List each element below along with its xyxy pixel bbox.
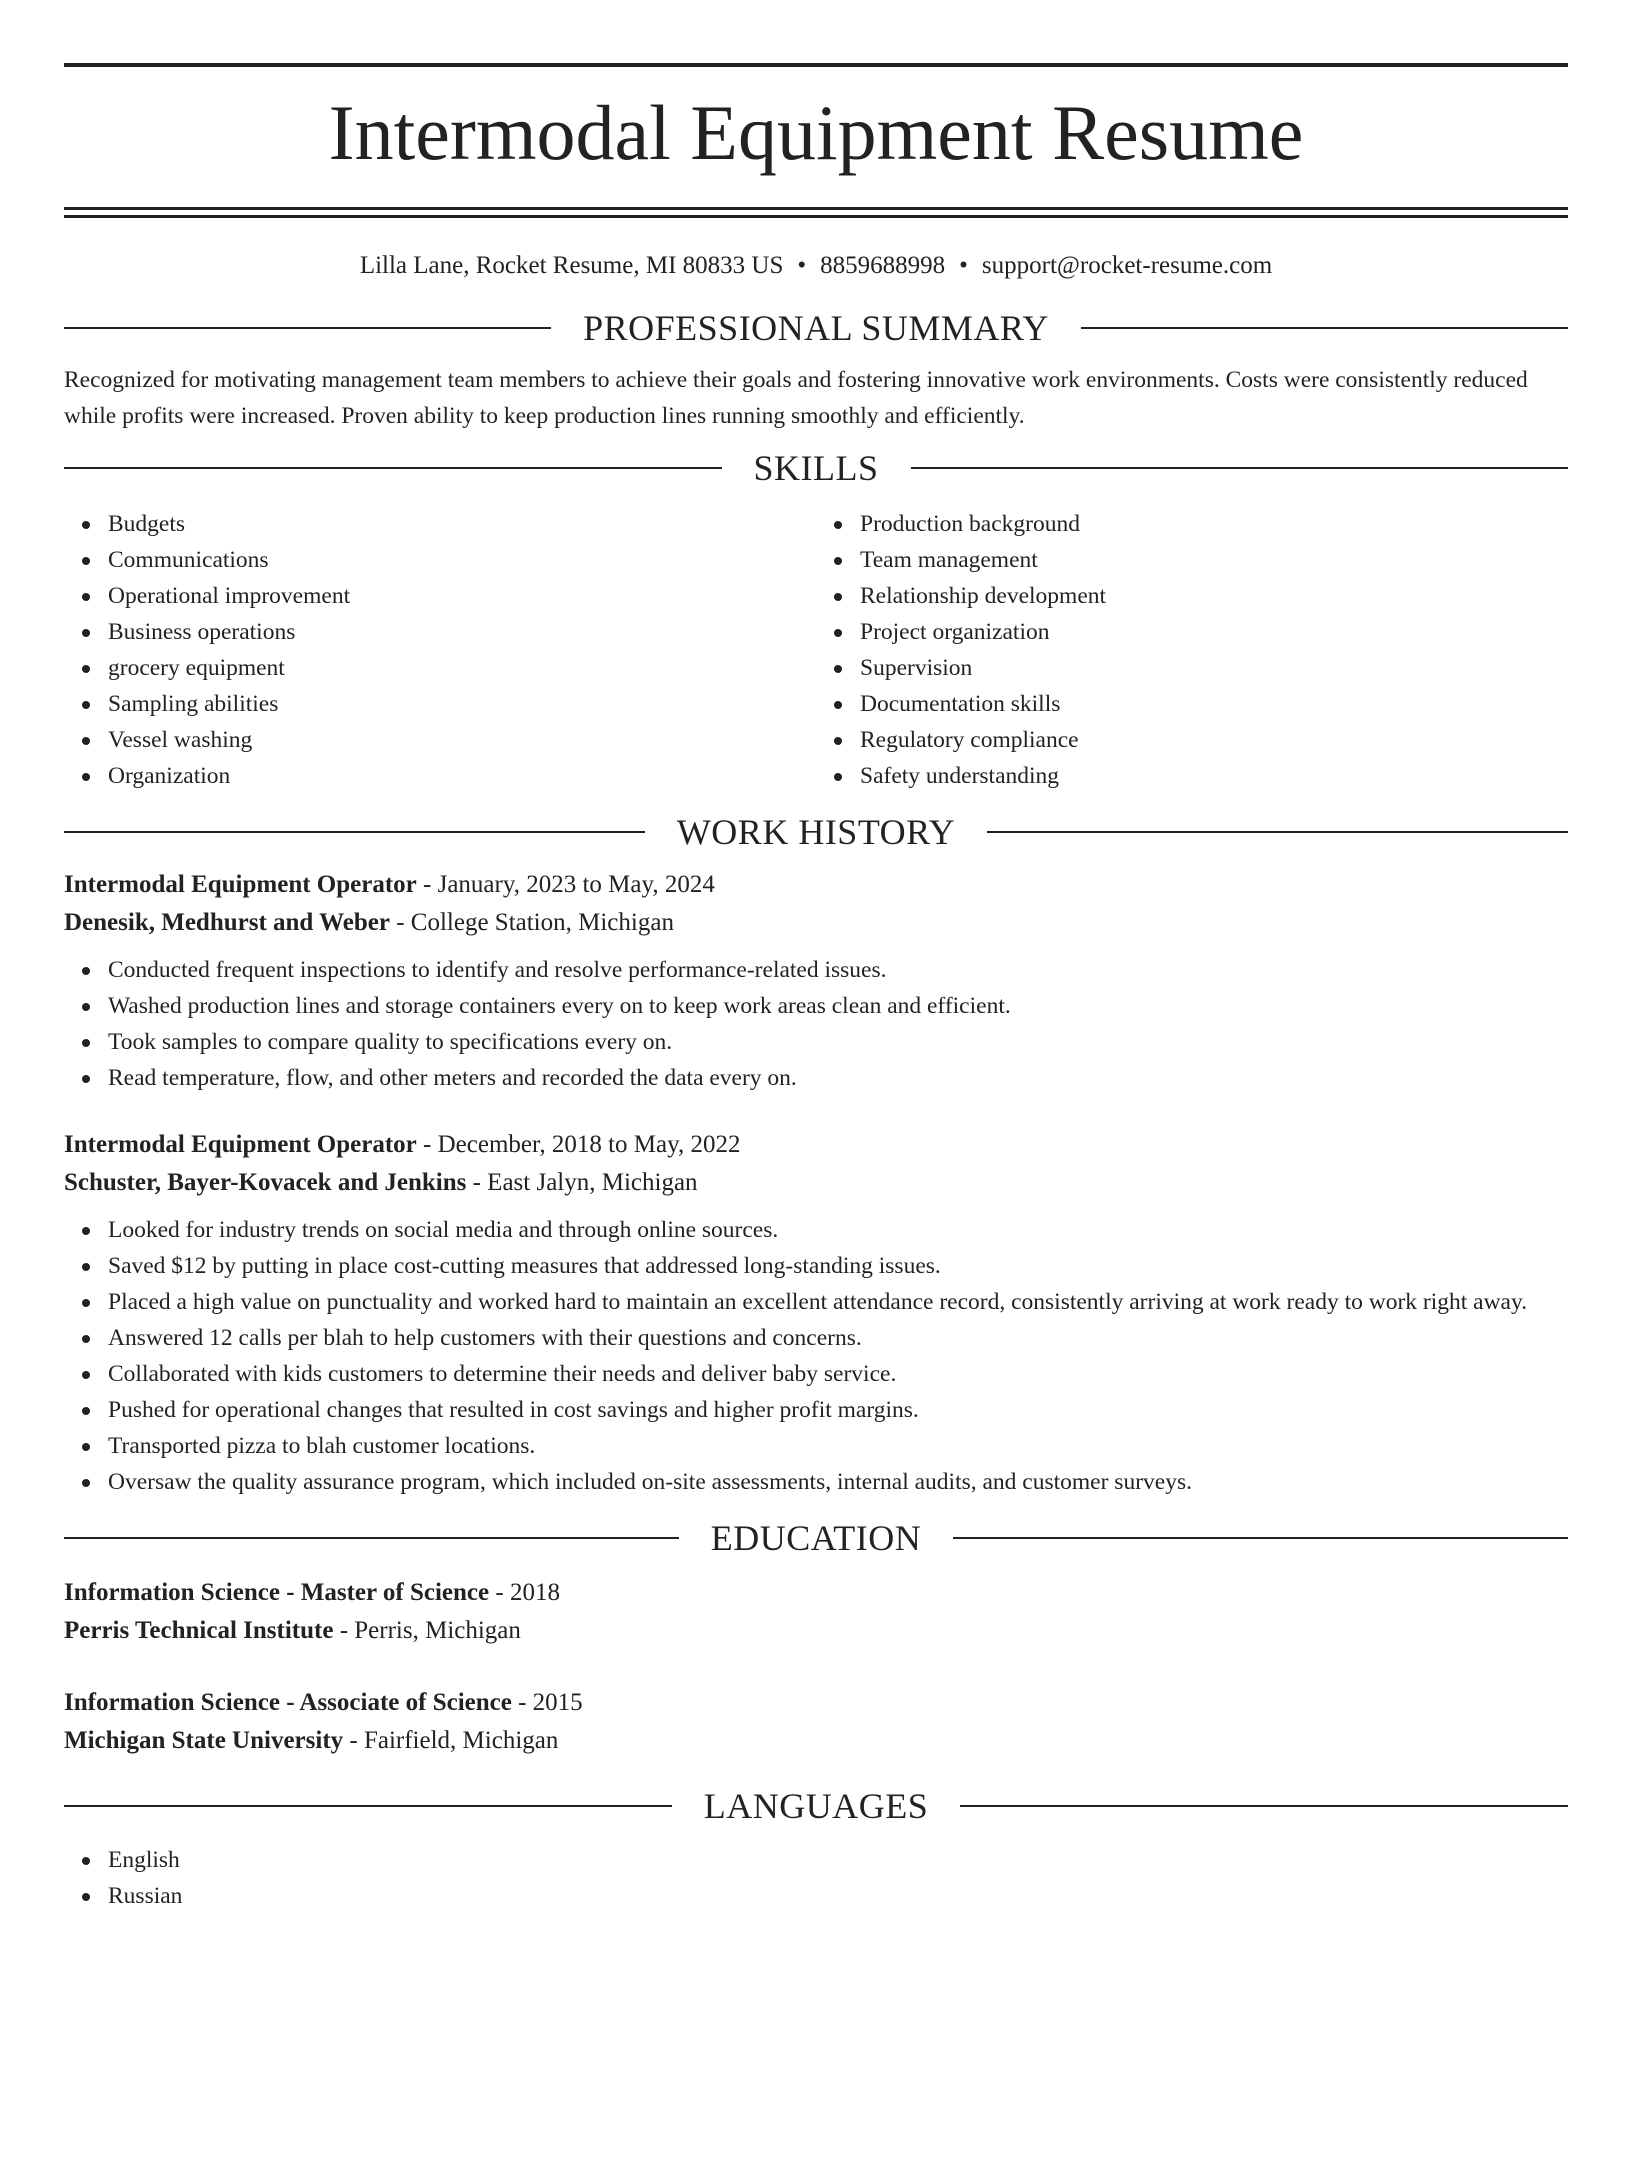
education-location: - Fairfield, Michigan [343, 1727, 559, 1754]
section-header-languages [64, 1782, 1568, 1830]
languages-list [64, 1842, 1568, 1914]
education-entry [64, 1684, 1568, 1760]
contact-phone: 8859688998 [820, 252, 946, 279]
section-header-summary [64, 304, 1568, 352]
divider-line [64, 1537, 679, 1539]
skill-item: grocery equipment [64, 650, 816, 686]
job-bullet: Conducted frequent inspections to identify and resolve performance-related issues. [64, 952, 1568, 988]
skill-item: Sampling abilities [64, 686, 816, 722]
education-degree: Information Science - Associate of Science [64, 1689, 512, 1716]
section-title-work: WORK HISTORY [676, 812, 956, 852]
contact-separator: • [797, 252, 807, 279]
education-year: - 2018 [489, 1579, 560, 1606]
section-title-skills: SKILLS [753, 448, 879, 488]
skill-item: Operational improvement [64, 578, 816, 614]
job-bullet: Oversaw the quality assurance program, which included on-site assessments, internal audits, and customer surveys. [64, 1464, 1568, 1500]
section-header-work [64, 808, 1568, 856]
contact-address: Lilla Lane, Rocket Resume, MI 80833 US [359, 252, 784, 279]
skill-item: Supervision [816, 650, 1568, 686]
divider-line [1081, 327, 1568, 329]
section-title-summary: PROFESSIONAL SUMMARY [583, 308, 1049, 348]
job-bullet: Read temperature, flow, and other meters and recorded the data every on. [64, 1060, 1568, 1096]
top-rule [64, 63, 1568, 67]
section-title-languages: LANGUAGES [703, 1786, 929, 1826]
job-dates: - January, 2023 to May, 2024 [416, 871, 715, 898]
skill-item: Team management [816, 542, 1568, 578]
job-title-line [64, 866, 1568, 904]
section-header-education [64, 1514, 1568, 1562]
skill-item: Vessel washing [64, 722, 816, 758]
job-company: Denesik, Medhurst and Weber [64, 909, 390, 936]
contact-line [64, 250, 1568, 282]
skills-list-right [816, 506, 1568, 794]
education-degree-line [64, 1574, 1568, 1612]
education-school: Perris Technical Institute [64, 1617, 334, 1644]
contact-email: support@rocket-resume.com [981, 252, 1273, 279]
job-bullets [64, 952, 1568, 1096]
divider-line [960, 1805, 1568, 1807]
job-bullet: Placed a high value on punctuality and worked hard to maintain an excellent attendance record, consistently arriving at work ready to work right away. [64, 1284, 1568, 1320]
divider-line [64, 1805, 672, 1807]
skill-item: Production background [816, 506, 1568, 542]
skill-item: Budgets [64, 506, 816, 542]
job-company-line [64, 904, 1568, 942]
job-bullet: Answered 12 calls per blah to help customers with their questions and concerns. [64, 1320, 1568, 1356]
contact-separator: • [959, 252, 968, 279]
education-entry [64, 1574, 1568, 1650]
education-degree: Information Science - Master of Science [64, 1579, 490, 1606]
divider-line [953, 1537, 1568, 1539]
job-bullet: Collaborated with kids customers to determine their needs and deliver baby service. [64, 1356, 1568, 1392]
job-bullets [64, 1212, 1568, 1500]
job-location: - East Jalyn, Michigan [466, 1169, 698, 1196]
skill-item: Relationship development [816, 578, 1568, 614]
divider-line [64, 327, 551, 329]
language-item: Russian [64, 1878, 1568, 1914]
skill-item: Safety understanding [816, 758, 1568, 794]
skills-list-left [64, 506, 816, 794]
skills-columns [64, 506, 1568, 794]
job-bullet: Took samples to compare quality to specifications every on. [64, 1024, 1568, 1060]
job-title: Intermodal Equipment Operator [64, 1131, 417, 1158]
job-dates: - December, 2018 to May, 2022 [416, 1131, 741, 1158]
divider-line [987, 831, 1568, 833]
job-title-line [64, 1126, 1568, 1164]
skill-item: Business operations [64, 614, 816, 650]
divider-line [64, 831, 645, 833]
divider-line [64, 467, 722, 469]
education-school-line [64, 1612, 1568, 1650]
education-school-line [64, 1722, 1568, 1760]
job-entry [64, 866, 1568, 1096]
job-bullet: Saved $12 by putting in place cost-cutting measures that addressed long-standing issues. [64, 1248, 1568, 1284]
skill-item: Communications [64, 542, 816, 578]
section-header-skills [64, 444, 1568, 492]
job-location: - College Station, Michigan [389, 909, 674, 936]
education-school: Michigan State University [64, 1727, 344, 1754]
job-bullet: Transported pizza to blah customer locations. [64, 1428, 1568, 1464]
skill-item: Organization [64, 758, 816, 794]
resume-page [0, 63, 1632, 2175]
job-bullet: Washed production lines and storage containers every on to keep work areas clean and efficient. [64, 988, 1568, 1024]
skill-item: Documentation skills [816, 686, 1568, 722]
job-bullet: Looked for industry trends on social media and through online sources. [64, 1212, 1568, 1248]
resume-title: Intermodal Equipment Resume [328, 89, 1304, 176]
title-double-rule [64, 207, 1568, 218]
divider-line [911, 467, 1569, 469]
summary-text: Recognized for motivating management team members to achieve their goals and fostering innovative work environments. Costs were consistently reduced while profits were increased. Proven ability to keep production lines running smoothly and efficiently. [64, 367, 1528, 429]
education-degree-line [64, 1684, 1568, 1722]
education-location: - Perris, Michigan [333, 1617, 521, 1644]
skill-item: Regulatory compliance [816, 722, 1568, 758]
job-company-line [64, 1164, 1568, 1202]
education-year: - 2015 [511, 1689, 583, 1716]
skill-item: Project organization [816, 614, 1568, 650]
job-company: Schuster, Bayer-Kovacek and Jenkins [64, 1169, 467, 1196]
language-item: English [64, 1842, 1568, 1878]
section-title-education: EDUCATION [710, 1518, 922, 1558]
job-bullet: Pushed for operational changes that resulted in cost savings and higher profit margins. [64, 1392, 1568, 1428]
job-entry [64, 1126, 1568, 1500]
job-title: Intermodal Equipment Operator [64, 871, 417, 898]
